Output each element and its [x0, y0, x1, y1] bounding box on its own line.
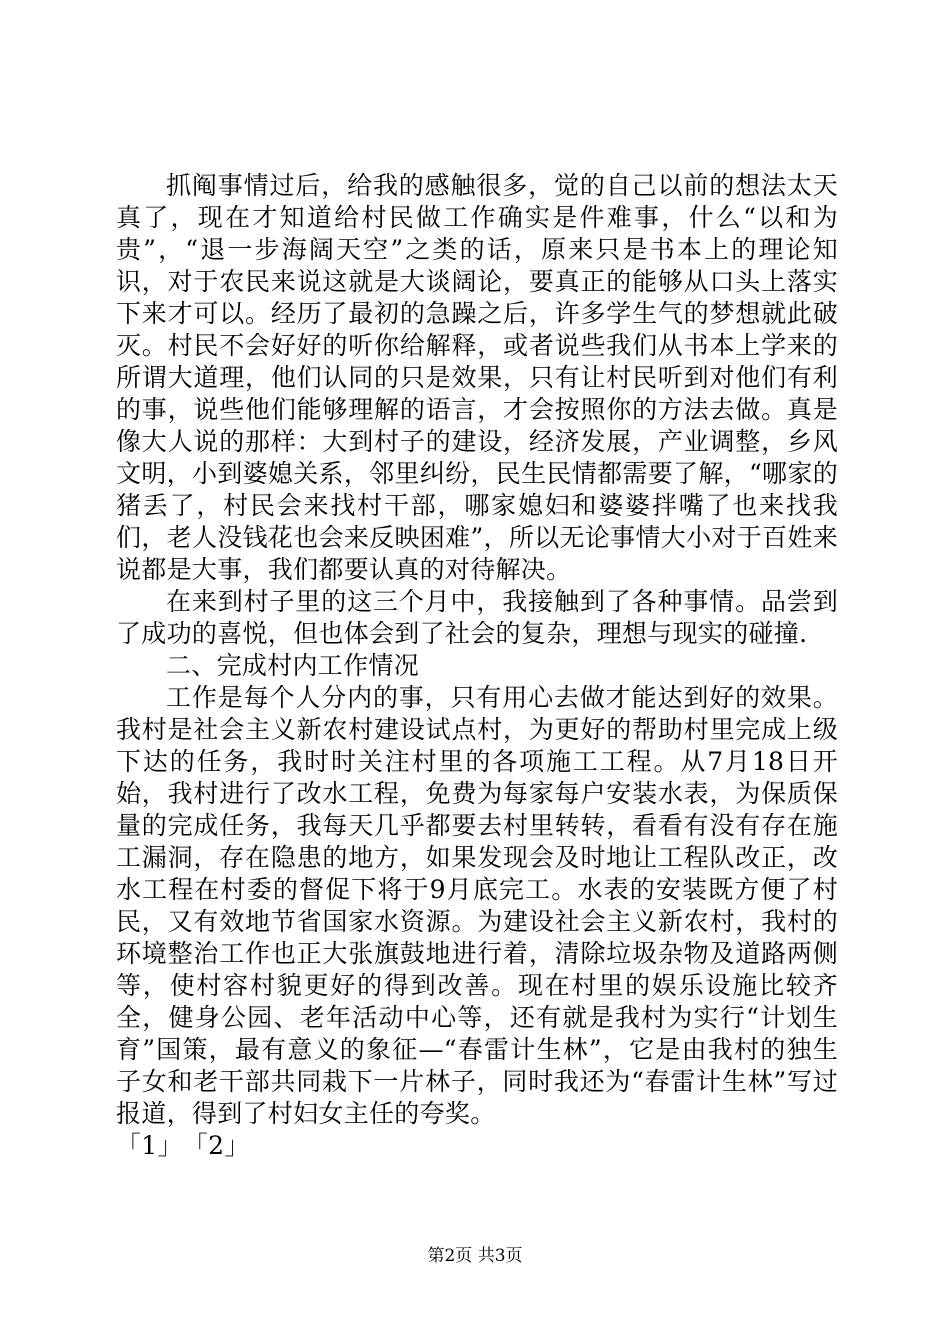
paragraph-three-months: 在来到村子里的这三个月中，我接触到了各种事情。品尝到了成功的喜悦，但也体会到了社会的复杂，理想与现实的碰撞.: [116, 587, 838, 648]
page-footer: 第2页 共3页: [427, 1246, 523, 1266]
page-links: [116, 1130, 838, 1162]
document-body: [116, 170, 838, 1162]
page-link-2[interactable]: 「2」: [182, 1131, 250, 1160]
paragraph-village-work: 工作是每个人分内的事，只有用心去做才能达到好的效果。我村是社会主义新农村建设试点村，为更好的帮助村里完成上级下达的任务，我时时关注村里的各项施工工程。从7月18日开始，我村进行了改水工程，免费为每家每户安装水表，为保质保量的完成任务，我每天几乎都要去村里转转，看看有没有存在施工漏洞，存在隐患的地方，如果发现会及时地让工程队改正，改水工程在村委的督促下将于9月底完工。水表的安装既方便了村民，又有效地节省国家水资源。为建设社会主义新农村，我村的环境整治工作也正大张旗鼓地进行着，清除垃圾杂物及道路两侧等，使村容村貌更好的得到改善。现在村里的娱乐设施比较齐全，健身公园、老年活动中心等，还有就是我村为实行“计划生育”国策，最有意义的象征—“春雷计生林”，它是由我村的独生子女和老干部共同栽下一片林子，同时我还为“春雷计生林”写过报道，得到了村妇女主任的夸奖。: [116, 683, 838, 1128]
paragraph-reflection: 抓阄事情过后，给我的感触很多，觉的自己以前的想法太天真了，现在才知道给村民做工作确实是件难事，什么“以和为贵”，“退一步海阔天空”之类的话，原来只是书本上的理论知识，对于农民来说这就是大谈阔论，要真正的能够从口头上落实下来才可以。经历了最初的急躁之后，许多学生气的梦想就此破灭。村民不会好好的听你给解释，或者说些我们从书本上学来的所谓大道理，他们认同的只是效果，只有让村民听到对他们有利的事，说些他们能够理解的语言，才会按照你的方法去做。真是像大人说的那样：大到村子的建设，经济发展，产业调整，乡风文明，小到婆媳关系，邻里纠纷，民生民情都需要了解，“哪家的猪丢了，村民会来找村干部，哪家媳妇和婆婆拌嘴了也来找我们，老人没钱花也会来反映困难”，所以无论事情大小对于百姓来说都是大事，我们都要认真的对待解决。: [116, 171, 838, 584]
page-link-1[interactable]: 「1」: [116, 1131, 183, 1160]
section-heading: 二、完成村内工作情况: [166, 651, 420, 680]
